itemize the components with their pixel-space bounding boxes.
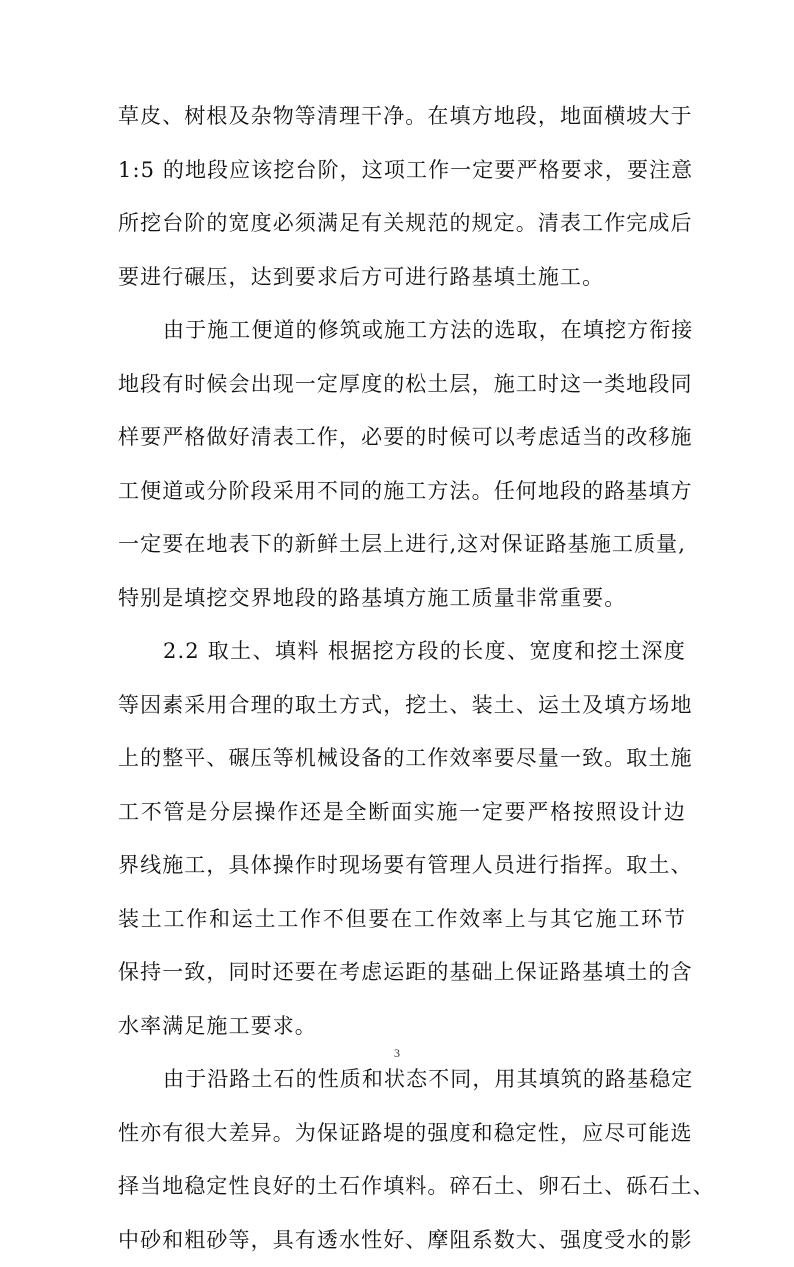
paragraph-clearing-continued xyxy=(118,90,686,304)
text-line: 由于施工便道的修筑或施工方法的选取，在填挖方衔接 xyxy=(118,304,686,358)
text-line: 要进行碾压，达到要求后方可进行路基填土施工。 xyxy=(118,251,686,305)
text-line: 特别是填挖交界地段的路基填方施工质量非常重要。 xyxy=(118,572,686,626)
text-line: 由于沿路土石的性质和状态不同，用其填筑的路基稳定 xyxy=(118,1053,686,1107)
text-line: 水率满足施工要求。 xyxy=(118,1000,686,1054)
body-text xyxy=(118,90,686,1267)
text-line: 地段有时候会出现一定厚度的松土层，施工时这一类地段同 xyxy=(118,358,686,412)
text-line: 所挖台阶的宽度必须满足有关规范的规定。清表工作完成后 xyxy=(118,197,686,251)
text-line: 性亦有很大差异。为保证路堤的强度和稳定性，应尽可能选 xyxy=(118,1107,686,1161)
text-line: 工不管是分层操作还是全断面实施一定要严格按照设计边 xyxy=(118,786,686,840)
text-line: 上的整平、碾压等机械设备的工作效率要尽量一致。取土施 xyxy=(118,732,686,786)
text-line: 界线施工，具体操作时现场要有管理人员进行指挥。取土、 xyxy=(118,839,686,893)
section-heading-line: 2.2 取土、填料 根据挖方段的长度、宽度和挖土深度 xyxy=(118,625,686,679)
text-line: 保持一致，同时还要在考虑运距的基础上保证路基填土的含 xyxy=(118,946,686,1000)
text-line: 1:5 的地段应该挖台阶，这项工作一定要严格要求，要注意 xyxy=(118,144,686,198)
paragraph-fill-material xyxy=(118,1053,686,1267)
text-line: 择当地稳定性良好的土石作填料。碎石土、卵石土、砾石土、 xyxy=(118,1160,686,1214)
text-line: 草皮、树根及杂物等清理干净。在填方地段，地面横坡大于 xyxy=(118,90,686,144)
text-line: 中砂和粗砂等，具有透水性好、摩阻系数大、强度受水的影 xyxy=(118,1214,686,1267)
text-line: 等因素采用合理的取土方式，挖土、装土、运土及填方场地 xyxy=(118,679,686,733)
text-line: 一定要在地表下的新鲜土层上进行,这对保证路基施工质量, xyxy=(118,518,686,572)
paragraph-loose-soil xyxy=(118,304,686,625)
paragraph-section-2-2 xyxy=(118,625,686,1053)
text-line: 样要严格做好清表工作，必要的时候可以考虑适当的改移施 xyxy=(118,411,686,465)
text-line: 装土工作和运土工作不但要在工作效率上与其它施工环节 xyxy=(118,893,686,947)
text-line: 工便道或分阶段采用不同的施工方法。任何地段的路基填方 xyxy=(118,465,686,519)
page-number: 3 xyxy=(0,1046,794,1061)
